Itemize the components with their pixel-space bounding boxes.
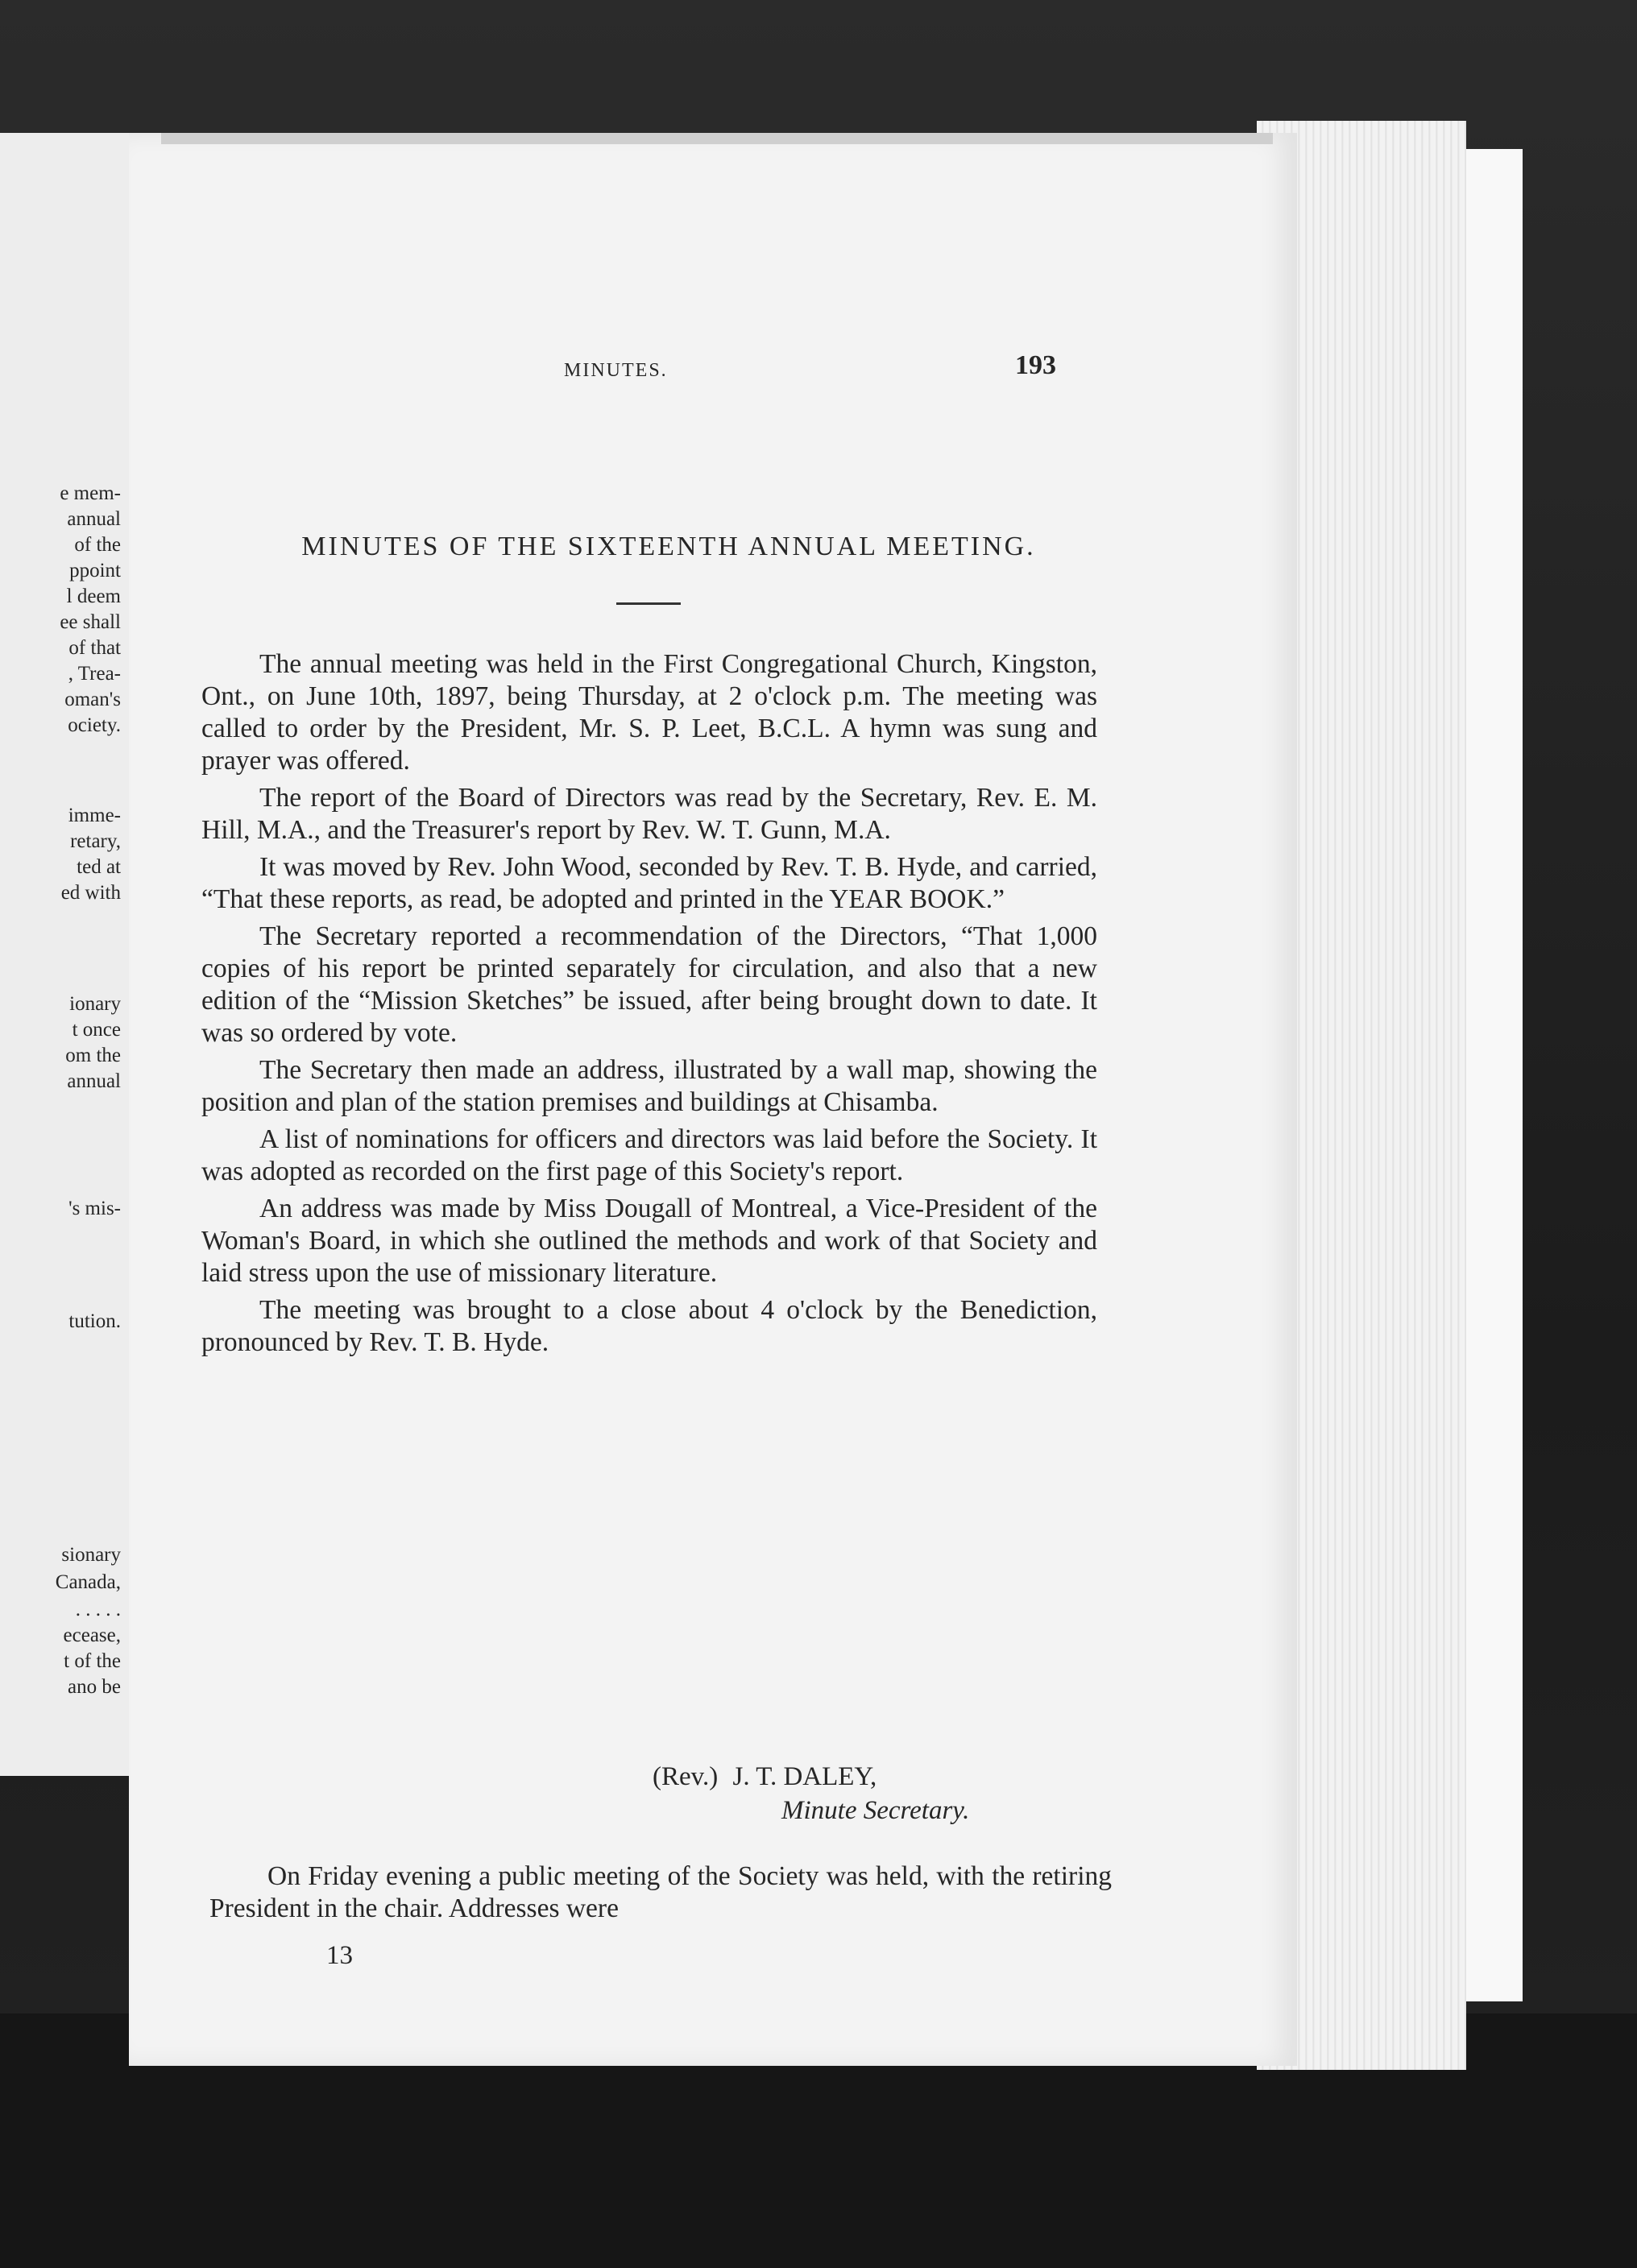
left-line: annual (67, 508, 121, 530)
left-line: annual (67, 1070, 121, 1092)
left-line: l deem (66, 586, 121, 607)
paragraph: The meeting was brought to a close about 4 o'clock by the Benediction, pronounced by Rev. T. B. Hyde. (201, 1295, 1097, 1357)
left-line: t of the (64, 1650, 121, 1672)
left-line: ano be (68, 1676, 121, 1698)
left-line: t once (72, 1019, 121, 1041)
left-line: Canada, (55, 1571, 121, 1593)
left-line: . . . . . (75, 1599, 121, 1620)
left-line: , Trea- (68, 663, 121, 685)
signature-role: Minute Secretary. (781, 1796, 970, 1825)
signature-block (653, 1760, 969, 1827)
left-line: ionary (69, 993, 121, 1015)
closing-paragraph: On Friday evening a public meeting of the Society was held, with the retiring President in the chair. Addresses were (209, 1861, 1112, 1923)
signature-name: J. T. DALEY, (732, 1762, 877, 1791)
title-rule (616, 602, 681, 605)
paragraph: The Secretary reported a recommendation of the Directors, “That 1,000 copies of his report be printed separately for circulation, and also that a new edition of the “Mission Sketches” be issued, after being brought down to date. It was so ordered by vote. (201, 921, 1097, 1048)
signature-mark: 13 (326, 1941, 353, 1970)
paragraph: A list of nominations for officers and directors was laid before the Society. It was adopted as recorded on the first page of this Society's report. (201, 1124, 1097, 1186)
left-line: ted at (77, 856, 121, 878)
left-line: ociety. (68, 714, 121, 736)
page-stack-edge-highlight (1466, 149, 1523, 2001)
previous-page-fragment (0, 133, 145, 1776)
left-line: of that (68, 637, 121, 659)
section-title: MINUTES OF THE SIXTEENTH ANNUAL MEETING. (301, 532, 1036, 561)
left-line: oman's (64, 689, 121, 710)
left-line: ed with (60, 882, 121, 904)
paragraph: An address was made by Miss Dougall of Montreal, a Vice-President of the Woman's Board, in which she outlined the methods and work of that Society and laid stress upon the use of missionary literature. (201, 1194, 1097, 1288)
signature-prefix: (Rev.) (653, 1762, 719, 1791)
paragraph: The Secretary then made an address, illustrated by a wall map, showing the position and plan of the station premises and buildings at Chisamba. (201, 1055, 1097, 1117)
paragraph: The report of the Board of Directors was read by the Secretary, Rev. E. M. Hill, M.A., and the Treasurer's report by Rev. W. T. Gunn, M.A. (201, 783, 1097, 845)
closing-section (209, 1860, 1112, 1925)
left-line: ecease, (63, 1624, 121, 1646)
paragraph: It was moved by Rev. John Wood, seconded by Rev. T. B. Hyde, and carried, “That these reports, as read, be adopted and printed in the YEAR BOOK.” (201, 852, 1097, 914)
left-line: of the (74, 534, 121, 556)
left-line: e mem- (60, 482, 121, 504)
book-page (129, 133, 1297, 2066)
left-line: tution. (68, 1310, 121, 1332)
left-line: retary, (70, 830, 121, 852)
left-line: 's mis- (68, 1198, 121, 1219)
running-head: MINUTES. (564, 360, 668, 381)
left-line: ee shall (60, 611, 121, 633)
page-number: 193 (1015, 350, 1056, 380)
minutes-body (201, 648, 1097, 1364)
left-line: ppoint (69, 560, 121, 581)
left-line: imme- (68, 805, 121, 826)
left-line: sionary (61, 1544, 121, 1566)
paragraph: The annual meeting was held in the First Congregational Church, Kingston, Ont., on June 10th, 1897, being Thursday, at 2 o'clock p.m. The meeting was called to order by the President, Mr. S. P. Leet, B.C.L. A hymn was sung and prayer was offered. (201, 649, 1097, 776)
left-line: om the (65, 1045, 121, 1066)
page-top-edge (161, 133, 1273, 144)
